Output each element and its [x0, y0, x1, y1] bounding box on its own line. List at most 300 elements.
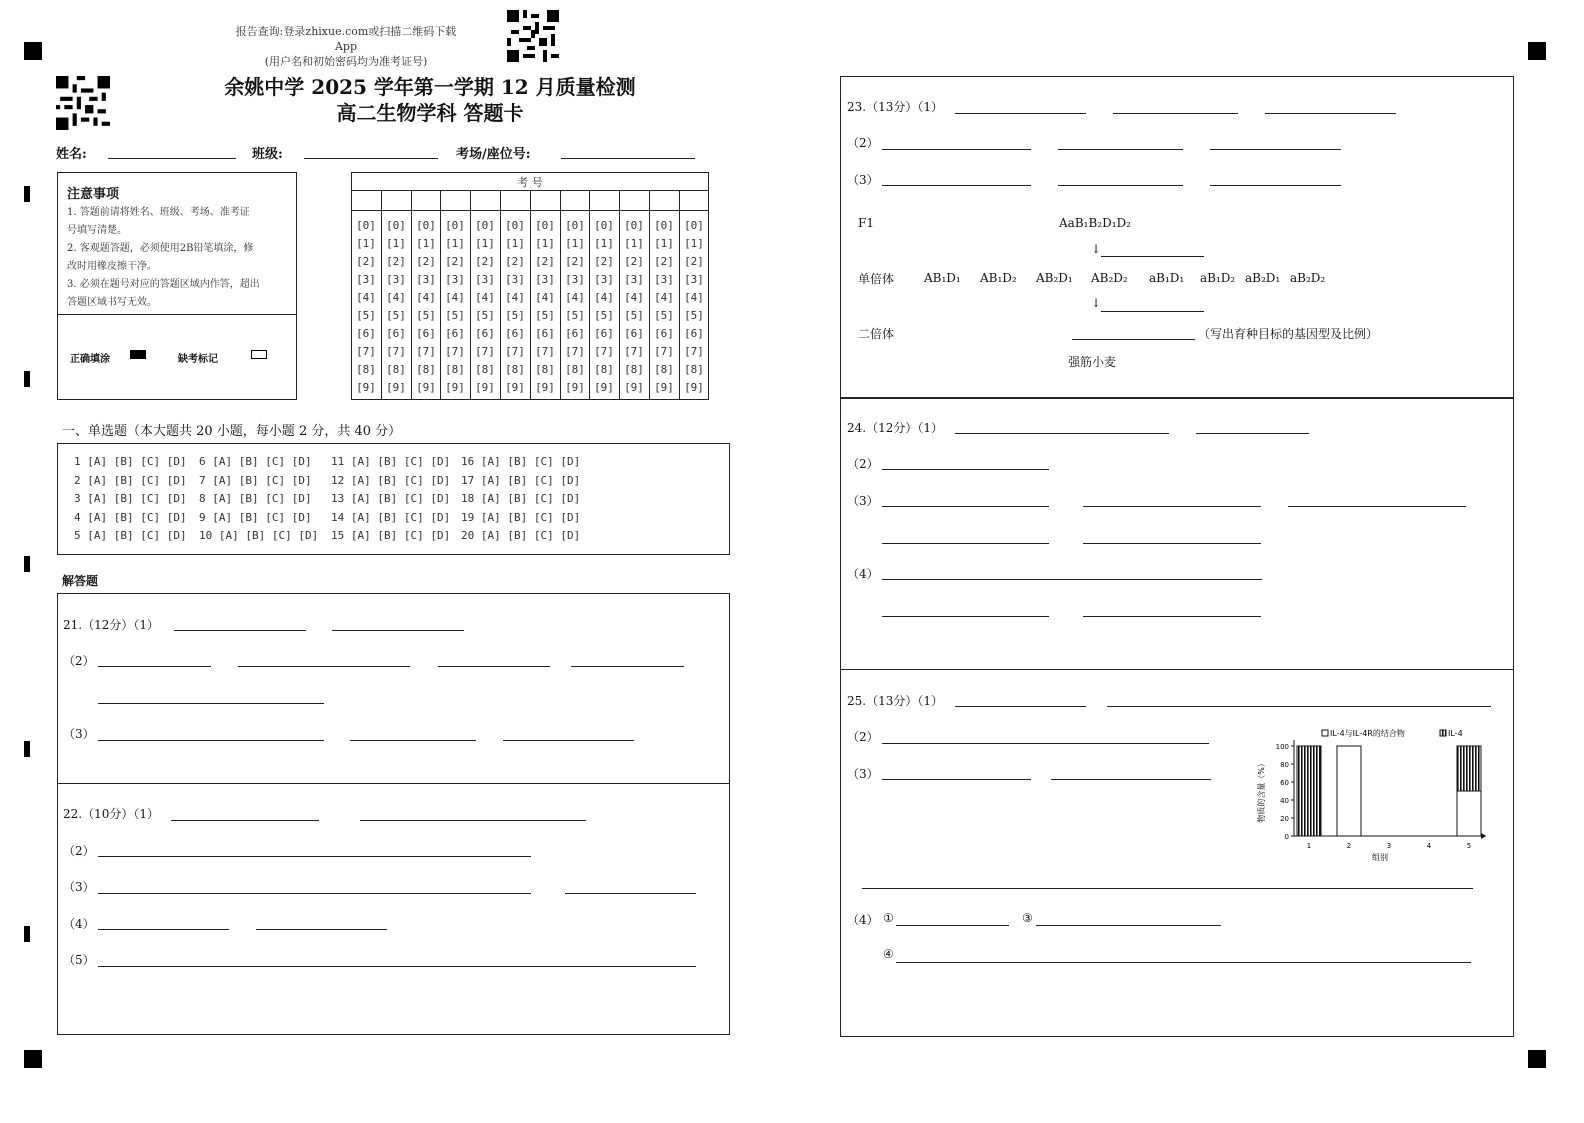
exam-digit-bubble[interactable]: [0] — [654, 219, 674, 232]
q25-1-blank-b[interactable] — [1107, 706, 1491, 707]
exam-digit-bubble[interactable]: [9] — [445, 381, 465, 394]
mc-question-bubbles[interactable]: 6 [A] [B] [C] [D] — [199, 455, 312, 468]
q22-2-blank[interactable] — [98, 856, 531, 857]
q25-4-circle-3: ③ — [1022, 911, 1033, 925]
corner-mark-bl — [24, 1050, 42, 1068]
exam-digit-bubble[interactable]: [4] — [505, 291, 525, 304]
f1-label: F1 — [858, 216, 874, 230]
q21-2-blank-d[interactable] — [571, 666, 684, 667]
y-tick-label: 80 — [1280, 761, 1289, 769]
legend-swatch-complex — [1322, 730, 1328, 736]
q23-head: 23.（13分）（1） — [847, 100, 943, 114]
exam-digit-column — [381, 217, 411, 397]
exam-digit-bubble[interactable]: [3] — [684, 273, 704, 286]
exam-digit-bubble[interactable]: [3] — [475, 273, 495, 286]
exam-digit-bubble[interactable]: [1] — [684, 237, 704, 250]
exam-digit-bubble[interactable]: [6] — [654, 327, 674, 340]
q23-1-blank-b[interactable] — [1113, 113, 1238, 114]
corner-mark-tl — [24, 42, 42, 60]
exam-digit-bubble[interactable]: [4] — [445, 291, 465, 304]
exam-digit-bubble[interactable]: [8] — [565, 363, 585, 376]
q22-4-blank-a[interactable] — [98, 929, 229, 930]
q24-p3-label: （3） — [847, 494, 879, 508]
q25-4-circle-4: ④ — [883, 947, 894, 961]
haploid-8: aB₂D₂ — [1290, 271, 1326, 285]
q23-3-blank-c[interactable] — [1210, 185, 1341, 186]
exam-digit-bubble[interactable]: [3] — [594, 273, 614, 286]
exam-digit-bubble[interactable]: [6] — [624, 327, 644, 340]
notes-divider — [57, 314, 297, 315]
q21-head: 21.（12分）（1） — [63, 618, 159, 632]
q24-1-blank-b[interactable] — [1196, 433, 1309, 434]
exam-digit-bubble[interactable]: [2] — [356, 255, 376, 268]
q22-3-blank-b[interactable] — [565, 893, 696, 894]
mc-question-bubbles[interactable]: 3 [A] [B] [C] [D] — [74, 492, 187, 505]
mc-question-bubbles[interactable]: 12 [A] [B] [C] [D] — [331, 473, 451, 487]
q22-1-blank-a[interactable] — [171, 820, 319, 821]
exam-digit-bubble[interactable]: [5] — [505, 309, 525, 322]
exam-digit-bubble[interactable]: [2] — [594, 255, 614, 268]
q24-p4-label: （4） — [847, 567, 879, 581]
q24-box — [840, 397, 1514, 670]
q21-2-blank-c[interactable] — [438, 666, 550, 667]
exam-digit-column — [619, 217, 649, 397]
mc-question-bubbles[interactable]: 20 [A] [B] [C] [D] — [461, 529, 581, 542]
exam-digit-bubble[interactable]: [6] — [684, 327, 704, 340]
q21-1-blank-a[interactable] — [174, 630, 306, 631]
note-line: 1. 答题前请将姓名、班级、考场、准考证 — [67, 207, 250, 218]
exam-digit-bubble[interactable]: [9] — [565, 381, 585, 394]
q23-3-blank-b[interactable] — [1058, 185, 1183, 186]
q25-3-blank-b[interactable] — [1051, 779, 1211, 780]
exam-digit-bubble[interactable]: [2] — [505, 255, 525, 268]
exam-digit-bubble[interactable]: [7] — [654, 345, 674, 358]
bar-complex — [1337, 746, 1361, 836]
y-tick-label: 100 — [1275, 743, 1289, 751]
mc-question-bubbles[interactable]: 18 [A] [B] [C] [D] — [461, 492, 581, 505]
q25-p2-label: （2） — [847, 730, 879, 744]
q22-4-blank-b[interactable] — [256, 929, 387, 930]
exam-digit-bubble[interactable]: [3] — [386, 273, 406, 286]
report-line-1: 报告查询:登录zhixue.com或扫描二维码下载App — [235, 25, 457, 53]
q23-1-blank-c[interactable] — [1265, 113, 1396, 114]
mc-question-bubbles[interactable]: 2 [A] [B] [C] [D] — [74, 473, 187, 487]
exam-digit-bubble[interactable]: [5] — [565, 309, 585, 322]
mc-question-bubbles[interactable]: 1 [A] [B] [C] [D] — [74, 455, 187, 468]
mc-question-bubbles[interactable]: 15 [A] [B] [C] [D] — [331, 529, 451, 542]
exam-digit-bubble[interactable]: [3] — [565, 273, 585, 286]
q23-2-blank-a[interactable] — [882, 149, 1031, 150]
exam-digit-column — [589, 217, 619, 397]
arrow-down-icon: ↓ — [1091, 296, 1102, 310]
mc-question-bubbles[interactable]: 4 [A] [B] [C] [D] — [74, 510, 187, 524]
q24-3-blank-a[interactable] — [882, 506, 1049, 507]
exam-digit-column — [440, 217, 470, 397]
exam-digit-bubble[interactable]: [8] — [445, 363, 465, 376]
q25-p4-label: （4） — [847, 913, 879, 927]
q25-4-blank-1[interactable] — [896, 925, 1009, 926]
exam-digit-bubble[interactable]: [4] — [386, 291, 406, 304]
q21-2-blank-b[interactable] — [238, 666, 410, 667]
exam-digit-bubble[interactable]: [0] — [386, 219, 406, 232]
exam-digit-bubble[interactable]: [7] — [565, 345, 585, 358]
legend-label-complex: IL-4与IL-4R的结合物 — [1330, 729, 1405, 738]
mc-question-bubbles[interactable]: 11 [A] [B] [C] [D] — [331, 455, 451, 468]
q25-head: 25.（13分）（1） — [847, 694, 943, 708]
exam-digit-bubble[interactable]: [1] — [565, 237, 585, 250]
exam-digit-bubble[interactable]: [8] — [416, 363, 436, 376]
y-tick-label: 0 — [1284, 833, 1289, 841]
x-tick-label: 2 — [1346, 842, 1352, 850]
exam-digit-bubble[interactable]: [1] — [475, 237, 495, 250]
haploid-label: 单倍体 — [858, 272, 895, 286]
q23-process-blank-1[interactable] — [1101, 256, 1204, 257]
exam-digit-bubble[interactable]: [7] — [624, 345, 644, 358]
q22-5-blank[interactable] — [98, 966, 696, 967]
x-tick-label: 1 — [1306, 842, 1312, 850]
exam-digit-bubble[interactable]: [4] — [624, 291, 644, 304]
q24-head: 24.（12分）（1） — [847, 421, 943, 435]
exam-digit-bubble[interactable]: [6] — [535, 327, 555, 340]
exam-digit-bubble[interactable]: [0] — [356, 219, 376, 232]
exam-digit-bubble[interactable]: [6] — [505, 327, 525, 340]
name-label: 姓名: — [56, 147, 87, 162]
q25-3-blank-a[interactable] — [882, 779, 1031, 780]
q21-1-blank-b[interactable] — [332, 630, 464, 631]
section2-title: 解答题 — [62, 574, 99, 588]
q21-2-blank-a[interactable] — [98, 666, 211, 667]
x-axis-arrow — [1481, 833, 1486, 839]
exam-digit-bubble[interactable]: [0] — [475, 219, 495, 232]
exam-digit-bubble[interactable]: [8] — [594, 363, 614, 376]
exam-digit-bubble[interactable]: [8] — [356, 363, 376, 376]
exam-digit-bubble[interactable]: [6] — [594, 327, 614, 340]
exam-digit-bubble[interactable]: [3] — [624, 273, 644, 286]
exam-digit-bubble[interactable]: [9] — [535, 381, 555, 394]
exam-digit-bubble[interactable]: [0] — [535, 219, 555, 232]
haploid-5: aB₁D₁ — [1149, 271, 1185, 285]
q25-3-blank-c[interactable] — [862, 888, 1473, 889]
exam-digit-bubble[interactable]: [2] — [624, 255, 644, 268]
exam-digit-bubble[interactable]: [1] — [445, 237, 465, 250]
exam-digit-bubble[interactable]: [0] — [416, 219, 436, 232]
mc-question-bubbles[interactable]: 9 [A] [B] [C] [D] — [199, 510, 312, 524]
fill-example-label: 正确填涂 — [70, 354, 110, 365]
q24-3-blank-e[interactable] — [1083, 543, 1261, 544]
mc-question-bubbles[interactable]: 19 [A] [B] [C] [D] — [461, 510, 581, 524]
bar-il4 — [1297, 746, 1321, 836]
exam-digit-column — [470, 217, 500, 397]
y-axis-title: 物质的含量（%） — [1257, 759, 1266, 823]
q24-3-blank-d[interactable] — [882, 543, 1049, 544]
q22-p5-label: （5） — [63, 953, 95, 967]
exam-digit-bubble[interactable]: [7] — [505, 345, 525, 358]
exam-digit-bubble[interactable]: [9] — [475, 381, 495, 394]
exam-digit-bubble[interactable]: [6] — [386, 327, 406, 340]
section1-title: 一、单选题（本大题共 20 小题，每小题 2 分，共 40 分） — [62, 424, 402, 439]
exam-digit-bubble[interactable]: [9] — [416, 381, 436, 394]
exam-digit-bubble[interactable]: [4] — [475, 291, 495, 304]
q23-p2-label: （2） — [847, 136, 879, 150]
q23-p3-label: （3） — [847, 173, 879, 187]
q22-1-blank-b[interactable] — [360, 820, 586, 821]
q21-2-blank-e[interactable] — [98, 703, 324, 704]
exam-digit-bubble[interactable]: [7] — [416, 345, 436, 358]
exam-digit-column — [649, 217, 679, 397]
exam-digit-bubble[interactable]: [1] — [624, 237, 644, 250]
exam-digit-bubble[interactable]: [4] — [684, 291, 704, 304]
timing-mark — [24, 741, 30, 757]
exam-digit-bubble[interactable]: [5] — [445, 309, 465, 322]
note-line: 答题区域书写无效。 — [67, 297, 157, 308]
exam-digit-bubble[interactable]: [7] — [594, 345, 614, 358]
exam-digit-bubble[interactable]: [1] — [416, 237, 436, 250]
exam-digit-bubble[interactable]: [2] — [654, 255, 674, 268]
exam-digit-bubble[interactable]: [2] — [565, 255, 585, 268]
exam-digit-bubble[interactable]: [6] — [445, 327, 465, 340]
exam-digit-bubble[interactable]: [2] — [386, 255, 406, 268]
q23-2-blank-c[interactable] — [1210, 149, 1341, 150]
x-tick-label: 3 — [1386, 842, 1392, 850]
mc-question-bubbles[interactable]: 5 [A] [B] [C] [D] — [74, 529, 187, 542]
mc-question-bubbles[interactable]: 16 [A] [B] [C] [D] — [461, 455, 581, 468]
mc-question-bubbles[interactable]: 13 [A] [B] [C] [D] — [331, 492, 451, 505]
exam-digit-bubble[interactable]: [8] — [535, 363, 555, 376]
x-tick-label: 4 — [1426, 842, 1432, 850]
exam-digit-bubble[interactable]: [7] — [684, 345, 704, 358]
q23-process-blank-2[interactable] — [1101, 311, 1204, 312]
mc-question-bubbles[interactable]: 7 [A] [B] [C] [D] — [199, 473, 312, 487]
timing-mark — [24, 186, 30, 202]
exam-digit-bubble[interactable]: [6] — [356, 327, 376, 340]
q23-1-blank-a[interactable] — [955, 113, 1086, 114]
q23-box — [840, 76, 1514, 399]
mc-question-bubbles[interactable]: 14 [A] [B] [C] [D] — [331, 510, 451, 524]
report-info — [226, 24, 466, 69]
q24-2-blank[interactable] — [882, 469, 1049, 470]
exam-digit-bubble[interactable]: [4] — [356, 291, 376, 304]
exam-digit-bubble[interactable]: [6] — [416, 327, 436, 340]
title-line-2: 高二生物学科 答题卡 — [336, 101, 524, 125]
note-line: 2. 客观题答题，必须使用2B铅笔填涂，修 — [67, 243, 254, 254]
exam-digit-bubble[interactable]: [4] — [565, 291, 585, 304]
exam-digit-bubble[interactable]: [1] — [505, 237, 525, 250]
exam-digit-bubble[interactable]: [4] — [594, 291, 614, 304]
exam-digit-bubble[interactable]: [6] — [565, 327, 585, 340]
corner-mark-tr — [1528, 42, 1546, 60]
y-tick-label: 20 — [1280, 815, 1289, 823]
exam-digit-bubble[interactable]: [8] — [654, 363, 674, 376]
q24-1-blank-a[interactable] — [955, 433, 1169, 434]
exam-digit-bubble[interactable]: [3] — [535, 273, 555, 286]
exam-digit-bubble[interactable]: [1] — [594, 237, 614, 250]
q23-diploid-blank[interactable] — [1072, 339, 1195, 340]
exam-digit-bubble[interactable]: [0] — [445, 219, 465, 232]
q22-p4-label: （4） — [63, 917, 95, 931]
exam-digit-bubble[interactable]: [9] — [356, 381, 376, 394]
q25-2-blank[interactable] — [882, 743, 1209, 744]
corner-mark-br — [1528, 1050, 1546, 1068]
haploid-4: AB₂D₂ — [1091, 271, 1128, 285]
exam-digit-bubble[interactable]: [5] — [684, 309, 704, 322]
arrow-down-icon: ↓ — [1091, 242, 1102, 256]
exam-digit-bubble[interactable]: [9] — [594, 381, 614, 394]
exam-digit-bubble[interactable]: [9] — [505, 381, 525, 394]
q21-p2-label: （2） — [63, 654, 95, 668]
exam-digit-bubble[interactable]: [3] — [505, 273, 525, 286]
y-tick-label: 60 — [1280, 779, 1289, 787]
exam-digit-bubble[interactable]: [5] — [654, 309, 674, 322]
exam-digit-bubble[interactable]: [3] — [654, 273, 674, 286]
exam-digit-column — [500, 217, 530, 397]
note-line: 号填写清楚。 — [67, 225, 127, 236]
exam-digit-bubble[interactable]: [8] — [624, 363, 644, 376]
exam-digit-bubble[interactable]: [5] — [624, 309, 644, 322]
timing-mark — [24, 926, 30, 942]
bar-complex — [1457, 791, 1481, 836]
exam-digit-bubble[interactable]: [9] — [386, 381, 406, 394]
exam-digit-bubble[interactable]: [2] — [416, 255, 436, 268]
exam-digit-bubble[interactable]: [4] — [535, 291, 555, 304]
q21-3-blank-a[interactable] — [98, 740, 324, 741]
q25-4-blank-4[interactable] — [896, 962, 1471, 963]
exam-digit-bubble[interactable]: [1] — [386, 237, 406, 250]
exam-digit-bubble[interactable]: [5] — [416, 309, 436, 322]
exam-digit-bubble[interactable]: [9] — [654, 381, 674, 394]
filled-bubble-example — [130, 350, 146, 359]
x-tick-label: 5 — [1466, 842, 1472, 850]
exam-digit-column — [351, 217, 381, 397]
q22-head: 22.（10分）（1） — [63, 807, 159, 821]
seat-field[interactable] — [561, 158, 695, 159]
exam-digit-bubble[interactable]: [4] — [416, 291, 436, 304]
q21-3-blank-c[interactable] — [503, 740, 634, 741]
exam-digit-bubble[interactable]: [0] — [505, 219, 525, 232]
q25-4-circle-1: ① — [883, 911, 894, 925]
q24-4-blank-a[interactable] — [882, 579, 1262, 580]
exam-digit-bubble[interactable]: [7] — [386, 345, 406, 358]
exam-digit-bubble[interactable]: [8] — [505, 363, 525, 376]
note-line: 改时用橡皮擦干净。 — [67, 261, 157, 272]
mc-question-bubbles[interactable]: 17 [A] [B] [C] [D] — [461, 473, 581, 487]
absent-mark-box[interactable] — [251, 350, 267, 359]
exam-digit-bubble[interactable]: [3] — [445, 273, 465, 286]
legend-swatch-il4 — [1440, 730, 1446, 736]
exam-digit-bubble[interactable]: [5] — [535, 309, 555, 322]
haploid-6: aB₁D₂ — [1200, 271, 1236, 285]
q22-3-blank-a[interactable] — [98, 893, 531, 894]
q22-p3-label: （3） — [63, 880, 95, 894]
diploid-label: 二倍体 — [858, 327, 895, 341]
exam-digit-bubble[interactable]: [1] — [356, 237, 376, 250]
exam-digit-column — [411, 217, 441, 397]
exam-digit-bubble[interactable]: [0] — [594, 219, 614, 232]
exam-digit-bubble[interactable]: [8] — [386, 363, 406, 376]
q25-1-blank-a[interactable] — [955, 706, 1086, 707]
exam-digit-column — [560, 217, 590, 397]
q24-4-blank-c[interactable] — [1083, 616, 1261, 617]
class-label: 班级: — [252, 147, 283, 162]
q24-3-blank-b[interactable] — [1083, 506, 1261, 507]
exam-digit-bubble[interactable]: [5] — [356, 309, 376, 322]
mc-question-bubbles[interactable]: 10 [A] [B] [C] [D] — [199, 529, 319, 542]
exam-digit-bubble[interactable]: [3] — [416, 273, 436, 286]
haploid-1: AB₁D₁ — [924, 271, 961, 285]
haploid-2: AB₁D₂ — [980, 271, 1017, 285]
q25-4-blank-3[interactable] — [1036, 925, 1221, 926]
q25-p3-label: （3） — [847, 767, 879, 781]
exam-digit-bubble[interactable]: [0] — [684, 219, 704, 232]
q21-3-blank-b[interactable] — [350, 740, 476, 741]
exam-digit-bubble[interactable]: [3] — [356, 273, 376, 286]
exam-digit-bubble[interactable]: [7] — [356, 345, 376, 358]
note-line: 3. 必须在题号对应的答题区域内作答，超出 — [67, 279, 260, 290]
title-line-1: 余姚中学 2025 学年第一学期 12 月质量检测 — [224, 75, 636, 99]
haploid-7: aB₂D₁ — [1245, 271, 1281, 285]
exam-digit-bubble[interactable]: [2] — [475, 255, 495, 268]
exam-digit-bubble[interactable]: [1] — [535, 237, 555, 250]
q24-4-blank-b[interactable] — [882, 616, 1049, 617]
exam-digit-bubble[interactable]: [7] — [445, 345, 465, 358]
absent-mark-label: 缺考标记 — [178, 354, 218, 365]
q24-p2-label: （2） — [847, 457, 879, 471]
exam-digit-bubble[interactable]: [7] — [535, 345, 555, 358]
exam-number-header: 考 号 — [517, 176, 543, 189]
exam-digit-bubble[interactable]: [7] — [475, 345, 495, 358]
q22-p2-label: （2） — [63, 844, 95, 858]
exam-digit-bubble[interactable]: [6] — [475, 327, 495, 340]
bar-chart — [1238, 722, 1498, 870]
exam-digit-bubble[interactable]: [8] — [684, 363, 704, 376]
qr-code-app[interactable] — [507, 10, 559, 62]
qr-code-card — [56, 76, 110, 130]
seat-label: 考场/座位号: — [456, 147, 531, 162]
legend-label-il4: IL-4 — [1448, 729, 1463, 738]
q21-p3-label: （3） — [63, 727, 95, 741]
exam-digit-bubble[interactable]: [5] — [386, 309, 406, 322]
class-field[interactable] — [304, 158, 438, 159]
exam-digit-column — [530, 217, 560, 397]
haploid-3: AB₂D₁ — [1036, 271, 1073, 285]
exam-digit-bubble[interactable]: [2] — [535, 255, 555, 268]
exam-digit-bubble[interactable]: [5] — [475, 309, 495, 322]
exam-digit-bubble[interactable]: [4] — [654, 291, 674, 304]
exam-digit-bubble[interactable]: [2] — [445, 255, 465, 268]
wheat-label: 强筋小麦 — [1068, 355, 1117, 369]
exam-digit-bubble[interactable]: [9] — [624, 381, 644, 394]
exam-digit-bubble[interactable]: [9] — [684, 381, 704, 394]
q24-3-blank-c[interactable] — [1288, 506, 1466, 507]
bar-il4 — [1457, 746, 1481, 791]
exam-digit-bubble[interactable]: [0] — [624, 219, 644, 232]
f1-genotype: AaB₁B₂D₁D₂ — [1059, 216, 1131, 230]
timing-mark — [24, 556, 30, 572]
exam-digit-bubble[interactable]: [1] — [654, 237, 674, 250]
notes-title: 注意事项 — [67, 187, 120, 202]
exam-digit-column — [679, 217, 709, 397]
name-field[interactable] — [108, 158, 236, 159]
exam-digit-bubble[interactable]: [2] — [684, 255, 704, 268]
exam-digit-bubble[interactable]: [0] — [565, 219, 585, 232]
notes-body — [67, 204, 260, 312]
exam-digit-bubble[interactable]: [5] — [594, 309, 614, 322]
q23-3-blank-a[interactable] — [882, 185, 1031, 186]
exam-digit-bubble[interactable]: [8] — [475, 363, 495, 376]
report-line-2: (用户名和初始密码均为准考证号) — [264, 55, 428, 68]
mc-question-bubbles[interactable]: 8 [A] [B] [C] [D] — [199, 492, 312, 505]
x-axis-title: 组别 — [1372, 853, 1388, 862]
q23-2-blank-b[interactable] — [1058, 149, 1183, 150]
